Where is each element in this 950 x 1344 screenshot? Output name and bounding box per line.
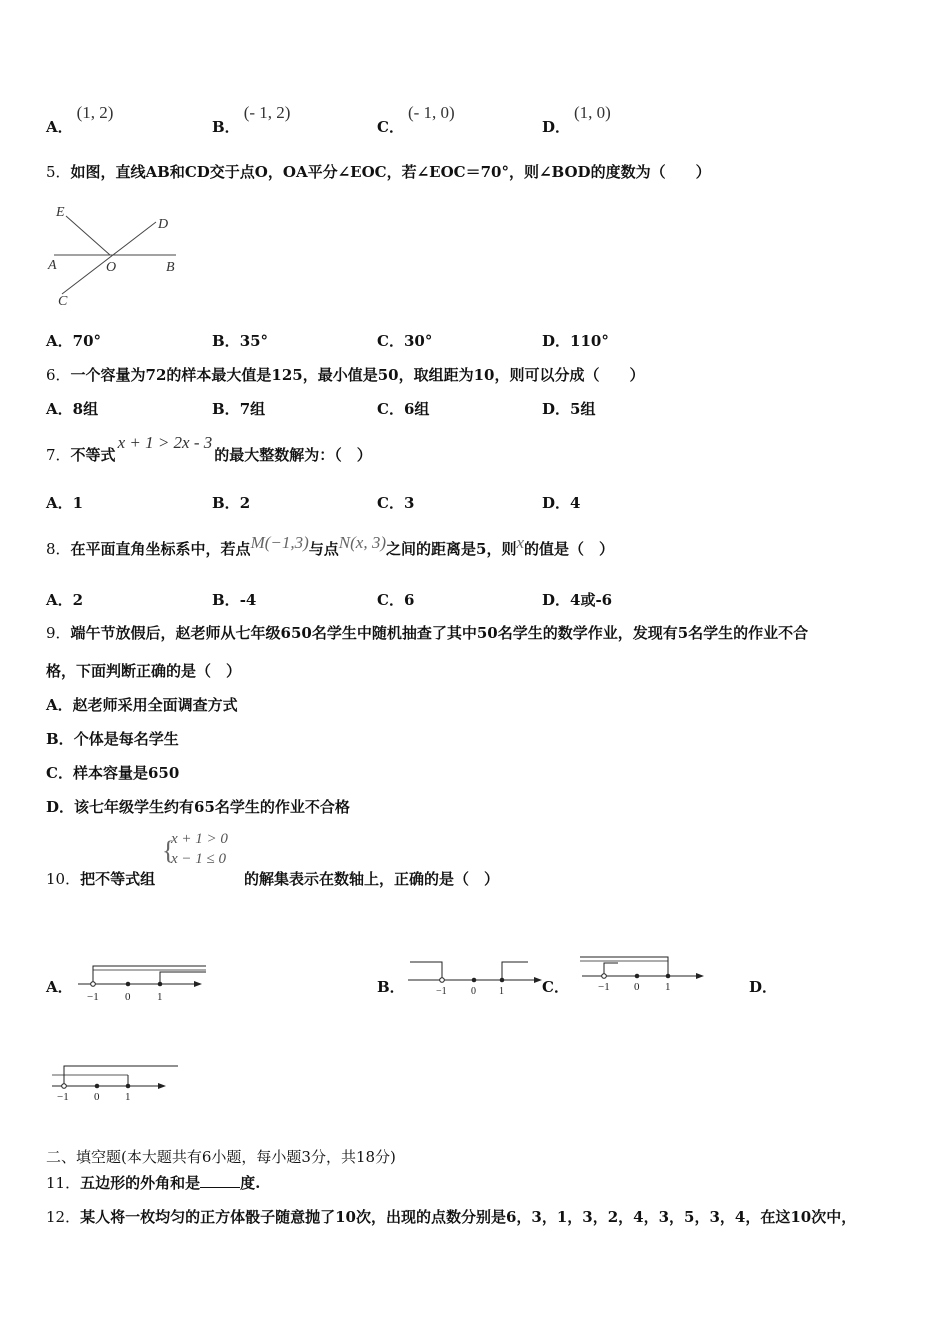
label-c: C bbox=[58, 294, 68, 309]
svg-text:0: 0 bbox=[94, 1091, 100, 1103]
point-m: M(−1,3) bbox=[250, 533, 309, 552]
q10-option-b-numberline bbox=[408, 956, 544, 998]
ray-oe bbox=[66, 216, 110, 255]
line-cd bbox=[62, 222, 156, 294]
option-letter: B． bbox=[212, 118, 240, 136]
q4-option-c bbox=[377, 103, 455, 136]
q9-option-c: C．样本容量是650 bbox=[46, 764, 180, 782]
q9-option-a: A．赵老师采用全面调查方式 bbox=[46, 696, 238, 714]
q10-option-a-letter: A． bbox=[46, 978, 73, 996]
system-line-2: x − 1 ≤ 0 bbox=[171, 851, 227, 867]
svg-text:0: 0 bbox=[125, 991, 131, 1003]
option-value: (1, 0) bbox=[574, 103, 611, 122]
q10-stem-tail: 的解集表示在数轴上，正确的是（ ） bbox=[244, 870, 500, 888]
q8-stem: 8．在平面直角坐标系中，若点M(−1,3)与点N(x, 3)之间的距离是5，则x的值是（ ） bbox=[46, 533, 615, 558]
svg-text:−1: −1 bbox=[598, 981, 610, 993]
system-line-1: x + 1 > 0 bbox=[171, 831, 228, 847]
q10-option-c-numberline bbox=[578, 950, 708, 994]
svg-text:1: 1 bbox=[499, 986, 504, 997]
q6-option-b: B．7组 bbox=[212, 400, 266, 418]
q6-option-d: D．5组 bbox=[542, 400, 596, 418]
q7-option-d: D．4 bbox=[542, 494, 581, 512]
svg-text:0: 0 bbox=[634, 981, 640, 993]
svg-text:−1: −1 bbox=[87, 991, 99, 1003]
q5-option-c: C．30° bbox=[377, 332, 433, 350]
option-letter: A． bbox=[46, 118, 73, 136]
q9-option-b: B．个体是每名学生 bbox=[46, 730, 179, 748]
option-value: (- 1, 2) bbox=[243, 103, 291, 122]
svg-text:1: 1 bbox=[157, 991, 163, 1003]
q5-figure bbox=[44, 198, 194, 310]
q7-formula: x + 1 > 2x - 3 bbox=[117, 433, 213, 452]
label-d: D bbox=[158, 217, 169, 232]
q4-option-d bbox=[542, 103, 611, 136]
option-value: (1, 2) bbox=[76, 103, 114, 122]
q10-option-b-letter: B． bbox=[377, 978, 405, 996]
q8-option-d: D．4或-6 bbox=[542, 591, 613, 609]
q7-option-a: A．1 bbox=[46, 494, 84, 512]
q9-stem-line2: 格，下面判断正确的是（ ） bbox=[46, 662, 242, 680]
q5-option-d: D．110° bbox=[542, 332, 609, 350]
answer-blank[interactable] bbox=[200, 1175, 240, 1188]
q10-stem: 10．把不等式组 bbox=[46, 870, 156, 888]
svg-text:0: 0 bbox=[471, 986, 476, 997]
label-o: O bbox=[106, 260, 117, 275]
point-n: N(x, 3) bbox=[338, 533, 387, 552]
svg-text:−1: −1 bbox=[57, 1091, 69, 1103]
q8-option-a: A．2 bbox=[46, 591, 84, 609]
q4-option-b bbox=[212, 103, 291, 136]
q7-option-c: C．3 bbox=[377, 494, 415, 512]
q6-option-c: C．6组 bbox=[377, 400, 430, 418]
option-letter: C． bbox=[377, 118, 404, 136]
q10-option-a-numberline bbox=[78, 962, 210, 1004]
q6-stem: 6．一个容量为72的样本最大值是125，最小值是50，取组距为10，则可以分成（ ） bbox=[46, 366, 645, 384]
svg-text:1: 1 bbox=[125, 1091, 131, 1103]
label-a: A bbox=[48, 258, 57, 273]
svg-text:−1: −1 bbox=[436, 986, 447, 997]
q11-stem: 11．五边形的外角和是 度. bbox=[46, 1174, 261, 1192]
option-letter: D． bbox=[542, 118, 571, 136]
q10-option-d-letter: D． bbox=[749, 978, 778, 996]
q10-option-d-numberline bbox=[48, 1060, 182, 1104]
q9-stem-line1: 9．端午节放假后，赵老师从七年级650名学生中随机抽查了其中50名学生的数学作业，发现有5名学生的作业不合 bbox=[46, 624, 809, 642]
q10-system bbox=[162, 832, 242, 872]
var-x: x bbox=[516, 533, 525, 552]
q7-stem: 7．不等式x + 1 > 2x - 3的最大整数解为：（ ） bbox=[46, 433, 372, 464]
system-brace: { bbox=[162, 836, 175, 865]
q5-option-a: A．70° bbox=[46, 332, 102, 350]
label-e: E bbox=[56, 205, 65, 220]
q4-option-a bbox=[46, 103, 114, 136]
q5-option-b: B．35° bbox=[212, 332, 269, 350]
q10-option-c-letter: C． bbox=[542, 978, 569, 996]
q7-option-b: B．2 bbox=[212, 494, 251, 512]
q5-stem bbox=[46, 161, 711, 182]
question-text: 如图，直线AB和CD交于点O，OA平分∠EOC，若∠EOC＝70°，则∠BOD的度数为（ ） bbox=[70, 163, 711, 181]
q12-stem: 12．某人将一枚均匀的正方体骰子随意抛了10次，出现的点数分别是6，3，1，3，2，4，3，5，3，4，在这10次中， bbox=[46, 1208, 857, 1226]
label-b: B bbox=[166, 260, 175, 275]
q9-option-d: D．该七年级学生约有65名学生的作业不合格 bbox=[46, 798, 350, 816]
section2-heading: 二、填空题(本大题共有6小题，每小题3分，共18分) bbox=[46, 1148, 396, 1166]
svg-text:1: 1 bbox=[665, 981, 671, 993]
q8-option-b: B．-4 bbox=[212, 591, 257, 609]
q8-option-c: C．6 bbox=[377, 591, 415, 609]
q6-option-a: A．8组 bbox=[46, 400, 99, 418]
option-value: (- 1, 0) bbox=[407, 103, 455, 122]
question-number: 5． bbox=[46, 163, 71, 181]
